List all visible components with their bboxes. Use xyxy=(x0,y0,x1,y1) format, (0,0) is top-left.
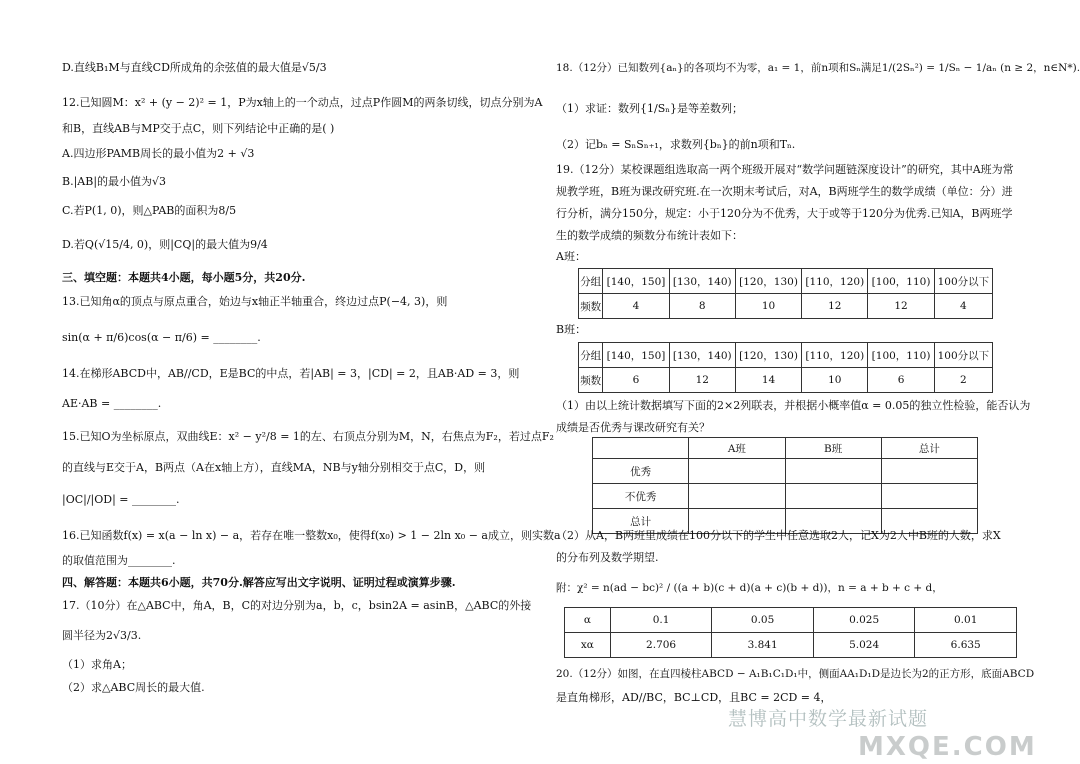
q12-option-a: A.四边形PAMB周长的最小值为2 + √3 xyxy=(62,147,255,160)
table-cell: 2.706 xyxy=(610,633,712,658)
contingency-table xyxy=(592,437,978,534)
q17-part-2: （2）求△ABC周长的最大值. xyxy=(62,681,205,694)
table-cell xyxy=(593,438,689,459)
table-cell: 频数 xyxy=(579,294,603,319)
table-row xyxy=(593,459,978,484)
table-cell: 频数 xyxy=(579,368,603,393)
table-cell xyxy=(785,459,881,484)
q12-stem-cont: 和B，直线AB与MP交于点C，则下列结论中正确的是( ) xyxy=(62,122,335,135)
critical-value-table xyxy=(564,607,1017,658)
table-cell: 12 xyxy=(868,294,934,319)
table-cell: 0.01 xyxy=(915,608,1017,633)
table-cell: α xyxy=(565,608,611,633)
table-cell: [110，120) xyxy=(802,343,868,368)
table-cell: 12 xyxy=(669,368,735,393)
q14-stem: 14.在梯形ABCD中，AB//CD，E是BC的中点，若|AB| = 3，|CD| = 2，且AB·AD = 3，则 xyxy=(62,367,520,380)
table-row xyxy=(565,608,1017,633)
q18-part-2: （2）记bₙ = SₙSₙ₊₁，求数列{bₙ}的前n项和Tₙ. xyxy=(556,138,796,151)
table-cell: xα xyxy=(565,633,611,658)
q19-stem-4: 生的数学成绩的频数分布统计表如下： xyxy=(556,229,743,242)
table-cell: [110，120) xyxy=(802,269,868,294)
table-cell: 优秀 xyxy=(593,459,689,484)
table-cell: 14 xyxy=(735,368,801,393)
table-cell: 0.1 xyxy=(610,608,712,633)
table-row xyxy=(565,633,1017,658)
q16-stem: 16.已知函数f(x) = x(a − ln x) − a，若存在唯一整数x₀，使得f(x₀) > 1 − 2ln x₀ − a成立，则实数a xyxy=(62,529,561,542)
q20-stem: 20.（12分）如图，在直四棱柱ABCD − A₁B₁C₁D₁中，侧面AA₁D₁D是边长为2的正方形，底面ABCD xyxy=(556,668,1035,680)
chi-square-formula: 附：χ² = n(ad − bc)² / ((a + b)(c + d)(a + c)(b + d))，n = a + b + c + d， xyxy=(556,582,943,594)
table-cell: 4 xyxy=(603,294,669,319)
table-cell: 总计 xyxy=(593,509,689,534)
q17-stem-cont: 圆半径为2√3/3. xyxy=(62,629,142,642)
class-b-label: B班： xyxy=(556,323,587,336)
table-row xyxy=(579,368,993,393)
class-a-label: A班： xyxy=(556,250,586,263)
q14-formula: AE·AB = ________. xyxy=(62,397,162,410)
table-cell: 2 xyxy=(934,368,992,393)
q12-option-b: B.|AB|的最小值为√3 xyxy=(62,175,167,188)
q16-stem-cont: 的取值范围为________. xyxy=(62,554,176,567)
table-cell: [130，140) xyxy=(669,269,735,294)
table-cell: A班 xyxy=(689,438,785,459)
q19-stem-2: 规教学班，B班为课改研究班.在一次期末考试后，对A，B两班学生的数学成绩（单位：分）进 xyxy=(556,185,1013,198)
table-cell: [100，110) xyxy=(868,343,934,368)
q17-part-1: （1）求角A； xyxy=(62,658,132,671)
q20-stem-cont: 是直角梯形，AD//BC，BC⊥CD，且BC = 2CD = 4， xyxy=(556,691,832,704)
q17-stem: 17.（10分）在△ABC中，角A，B，C的对边分别为a，b，c，bsin2A = asinB，△ABC的外接 xyxy=(62,599,532,612)
q12-option-d: D.若Q(√15/4, 0)，则|CQ|的最大值为9/4 xyxy=(62,238,268,251)
table-cell: [120，130) xyxy=(735,269,801,294)
q19-stem-3: 行分析，满分150分，规定：小于120分为不优秀，大于或等于120分为优秀.已知A，B两班学 xyxy=(556,207,1013,220)
table-cell: 5.024 xyxy=(813,633,915,658)
q15-stem-cont: 的直线与E交于A，B两点（A在x轴上方），直线MA，NB与y轴分别相交于点C，D，则 xyxy=(62,461,486,474)
table-cell: 100分以下 xyxy=(934,343,992,368)
table-cell: [130，140) xyxy=(669,343,735,368)
q11-option-d: D.直线B₁M与直线CD所成角的余弦值的最大值是√5/3 xyxy=(62,61,327,74)
watermark-brand: 慧博高中数学最新试题 xyxy=(728,708,929,730)
table-cell: [140，150] xyxy=(603,269,669,294)
q13-stem: 13.已知角α的顶点与原点重合，始边与x轴正半轴重合，终边过点P(−4, 3)，则 xyxy=(62,295,448,308)
q12-stem: 12.已知圆M：x² + (y − 2)² = 1，P为x轴上的一个动点，过点P作圆M的两条切线，切点分别为A xyxy=(62,96,543,109)
q13-formula: sin(α + π/6)cos(α − π/6) = ________. xyxy=(62,331,261,344)
table-cell: 6 xyxy=(603,368,669,393)
q18-part-1: （1）求证：数列{1/Sₙ}是等差数列； xyxy=(556,102,743,115)
table-cell: 分组 xyxy=(579,269,603,294)
table-row xyxy=(579,269,993,294)
q19-stem: 19.（12分）某校课题组选取高一两个班级开展对“数学问题链深度设计”的研究，其中A班为常 xyxy=(556,163,1014,176)
table-cell: 6 xyxy=(868,368,934,393)
table-row xyxy=(593,484,978,509)
table-cell: 10 xyxy=(802,368,868,393)
table-cell: 0.025 xyxy=(813,608,915,633)
table-cell: 3.841 xyxy=(712,633,814,658)
q19-part-1-cont: 成绩是否优秀与课改研究有关？ xyxy=(556,421,710,434)
table-cell xyxy=(881,459,977,484)
section-3-heading: 三、填空题：本题共4小题，每小题5分，共20分. xyxy=(62,271,306,284)
table-cell: 10 xyxy=(735,294,801,319)
q12-option-c: C.若P(1, 0)，则△PAB的面积为8/5 xyxy=(62,204,237,217)
table-row xyxy=(579,343,993,368)
class-a-frequency-table xyxy=(578,268,993,319)
q15-stem: 15.已知O为坐标原点，双曲线E：x² − y²/8 = 1的左、右顶点分别为M，N，右焦点为F₂，若过点F₂ xyxy=(62,430,554,443)
table-cell: [100，110) xyxy=(868,269,934,294)
table-cell: [120，130) xyxy=(735,343,801,368)
table-cell: 6.635 xyxy=(915,633,1017,658)
table-row xyxy=(593,438,978,459)
table-cell: 8 xyxy=(669,294,735,319)
table-cell: B班 xyxy=(785,438,881,459)
section-4-heading: 四、解答题：本题共6小题，共70分.解答应写出文字说明、证明过程或演算步骤. xyxy=(62,576,456,589)
table-cell xyxy=(881,484,977,509)
table-cell: 4 xyxy=(934,294,992,319)
q18-stem: 18.（12分）已知数列{aₙ}的各项均不为零，a₁ = 1，前n项和Sₙ满足1/(2Sₙ²) = 1/Sₙ − 1/aₙ (n ≥ 2，n∈N*). xyxy=(556,62,1080,74)
table-cell: 总计 xyxy=(881,438,977,459)
table-cell xyxy=(689,484,785,509)
q19-part-2-cont: 的分布列及数学期望. xyxy=(556,551,659,564)
table-cell xyxy=(785,484,881,509)
table-cell: [140，150] xyxy=(603,343,669,368)
watermark-site: MXQE.COM xyxy=(858,732,1037,762)
q19-part-1: （1）由以上统计数据填写下面的2×2列联表，并根据小概率值α = 0.05的独立性检验，能否认为 xyxy=(556,399,1031,412)
table-cell: 分组 xyxy=(579,343,603,368)
table-cell: 0.05 xyxy=(712,608,814,633)
table-cell: 100分以下 xyxy=(934,269,992,294)
q19-part-2: （2）从A，B两班里成绩在100分以下的学生中任意选取2人，记X为2人中B班的人数，求X xyxy=(556,529,1001,542)
class-b-frequency-table xyxy=(578,342,993,393)
q15-formula: |OC|/|OD| = ________. xyxy=(62,493,180,506)
table-row xyxy=(579,294,993,319)
table-cell: 12 xyxy=(802,294,868,319)
table-cell xyxy=(689,459,785,484)
table-cell: 不优秀 xyxy=(593,484,689,509)
